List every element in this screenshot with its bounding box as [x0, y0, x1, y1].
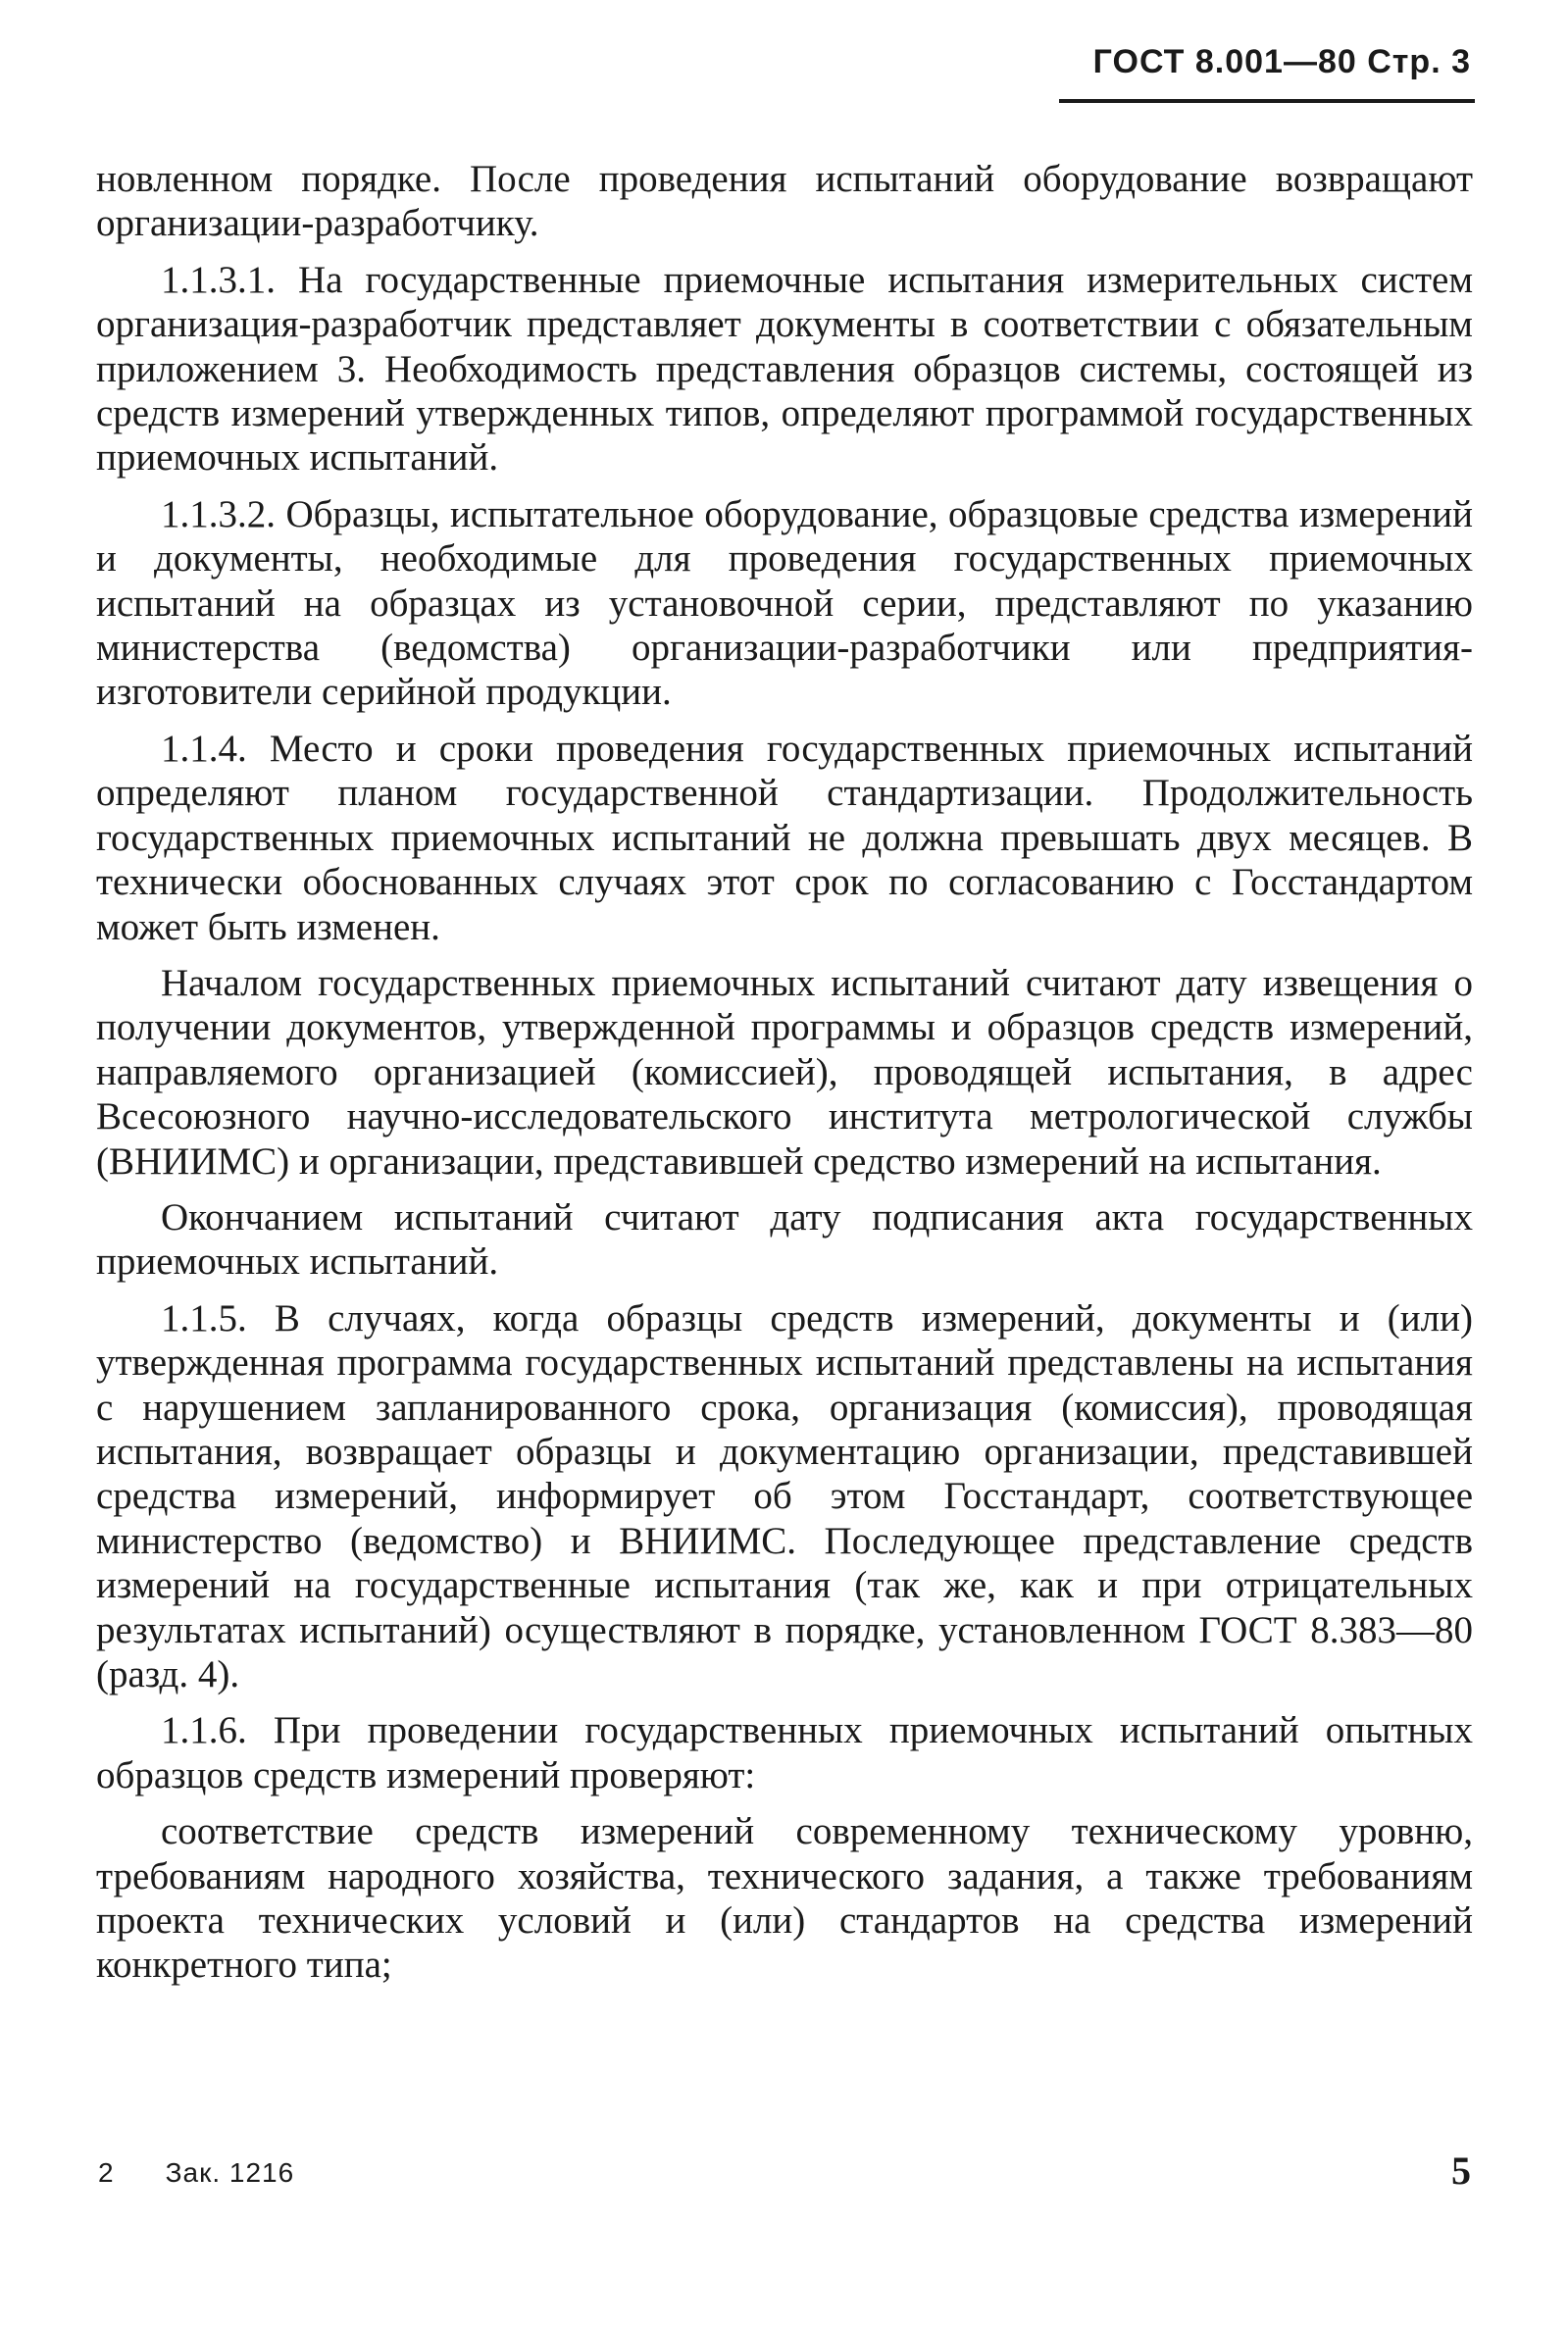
sheet-number: 2	[98, 2157, 115, 2188]
order-number: Зак. 1216	[165, 2157, 295, 2188]
paragraph-1-1-3-2: 1.1.3.2. Образцы, испытательное оборудование, образцовые средства измерений и документы, необходимые для проведения государственных приемочных испытаний на образцах из установочной серии, представляют по указанию министерства (ведомства) организации-разработчики или предприятия-изготовители серийной продукции.	[96, 492, 1473, 714]
paragraph-1-1-6: 1.1.6. При проведении государственных приемочных испытаний опытных образцов средств измерений проверяют:	[96, 1709, 1473, 1796]
running-header: ГОСТ 8.001—80 Стр. 3	[1092, 43, 1471, 80]
document-body	[96, 157, 1473, 1999]
paragraph-1-1-3-1: 1.1.3.1. На государственные приемочные испытания измерительных систем организация-разработчик представляет документы в соответствии с обязательным приложением 3. Необходимость представления образцов системы, состоящей из средств измерений утвержденных типов, определяют программой государственных приемочных испытаний.	[96, 258, 1473, 480]
paragraph-start-of-testing: Началом государственных приемочных испытаний считают дату извещения о получении документов, утвержденной программы и образцов средств измерений, направляемого организацией (комиссией), проводящей испытания, в адрес Всесоюзного научно-исследовательского института метрологической службы (ВНИИМС) и организации, представившей средство измерений на испытания.	[96, 961, 1473, 1183]
paragraph-compliance-item: соответствие средств измерений современному техническому уровню, требованиям народного хозяйства, технического задания, а также требованиям проекта технических условий и (или) стандартов на средства измерений конкретного типа;	[96, 1810, 1473, 1987]
print-order-note	[98, 2157, 294, 2189]
page-number: 5	[1451, 2149, 1471, 2193]
paragraph-end-of-testing: Окончанием испытаний считают дату подписания акта государственных приемочных испытаний.	[96, 1195, 1473, 1284]
header-rule	[1059, 99, 1475, 103]
paragraph-1-1-4: 1.1.4. Место и сроки проведения государственных приемочных испытаний определяют планом государственной стандартизации. Продолжительность государственных приемочных испытаний не должна превышать двух месяцев. В технически обоснованных случаях этот срок по согласованию с Госстандартом может быть изменен.	[96, 727, 1473, 948]
paragraph-continuation: новленном порядке. После проведения испытаний оборудование возвращают организации-разработчику.	[96, 158, 1473, 245]
paragraph-1-1-5: 1.1.5. В случаях, когда образцы средств измерений, документы и (или) утвержденная программа государственных испытаний представлены на испытания с нарушением запланированного срока, организация (комиссия), проводящая испытания, возвращает образцы и документацию организации, представившей средства измерений, информирует об этом Госстандарт, соответствующее министерство (ведомство) и ВНИИМС. Последующее представление средств измерений на государственные испытания (так же, как и при отрицательных результатах испытаний) осуществляют в порядке, установленном ГОСТ 8.383—80 (разд. 4).	[96, 1296, 1473, 1695]
